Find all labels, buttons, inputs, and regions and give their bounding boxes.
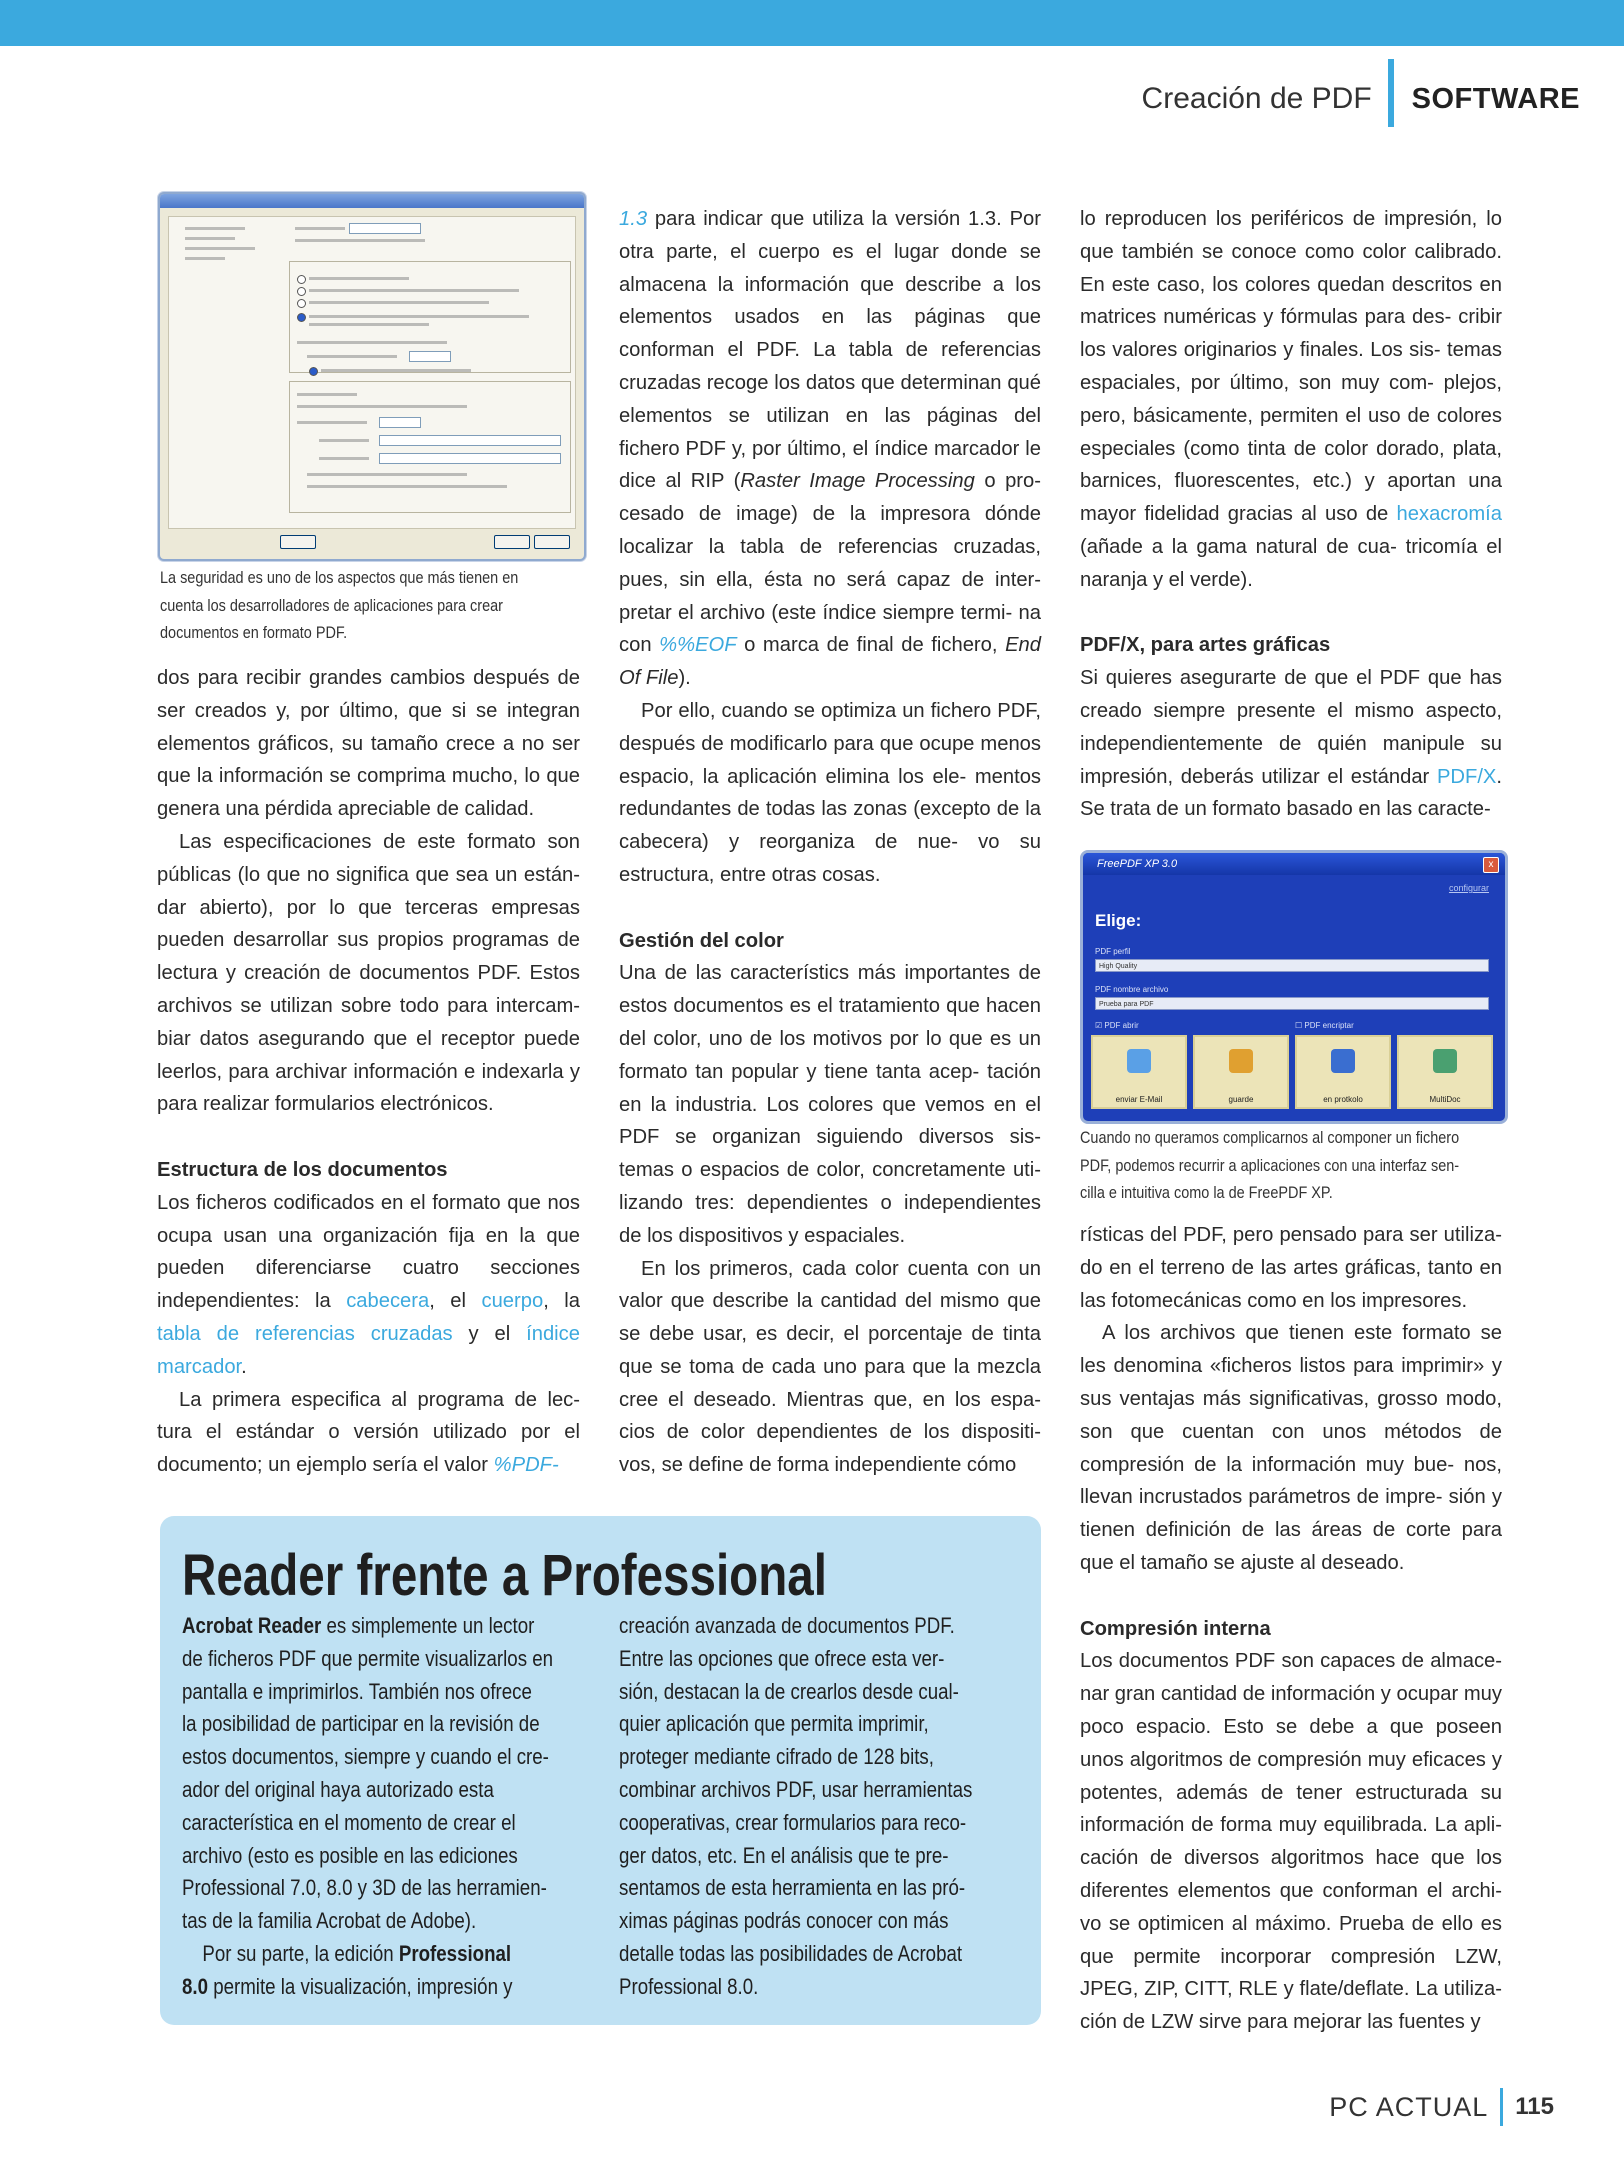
paragraph: A los archivos que tienen este formato se les denomina «ficheros listos para imprimir» y sus ventajas más significativas, grosso modo, son que cuentan con unos métodos de compresión de la información muy bue- nos, llevan incrustados parámetros de impre- sión y tienen definición de las áreas de corte para que el tamaño se ajuste al deseado. [1080, 1322, 1503, 1574]
save-tile: guarde [1193, 1035, 1289, 1109]
link-eof[interactable]: %%EOF [659, 634, 737, 657]
sidebar-box [160, 1516, 1041, 2025]
column-3-top [1080, 203, 1502, 826]
email-icon [1127, 1049, 1151, 1073]
freepdf-screenshot: FreePDF XP 3.0 x configurar Elige: PDF perfil High Quality PDF nombre archivo Prueba para PDF ☑ PDF abrir ☐ PDF encriptar enviar E-Mail guarde en protkolo MultiDoc [1080, 850, 1508, 1124]
paragraph: Si quieres asegurarte de que el PDF que has creado siempre presente el mismo aspecto, independientemente de quién manipule su impresión, deberás utilizar el estándar PDF/X. Se trata de un formato basado en las caracte- [1080, 667, 1502, 821]
page-footer [1329, 2088, 1554, 2126]
paragraph: rísticas del PDF, pero pensado para ser utiliza- do en el terreno de las artes gráficas, tanto en las fotomecánicas como en los impresores. [1080, 1224, 1502, 1312]
link-indice[interactable]: índice [526, 1322, 580, 1345]
paragraph: 1.3 para indicar que utiliza la versión 1.3. Por otra parte, el cuerpo es el lugar donde se almacena la información que describe a los elementos usados en las páginas que conforman el PDF. La tabla de referencias cruzadas recoge los datos que determinan qué elementos se utilizan en las páginas del fichero PDF y, por último, el índice marcador le dice al RIP (Raster Image Processing o pro- cesado de image) de la impresora dónde localizar la tabla de referencias cruzadas, pues, sin ella, ésta no será capaz de inter- pretar el archivo (este índice siempre termi- na con %%EOF o marca de final de fichero, End Of File). [619, 208, 1042, 690]
multidoc-tile: MultiDoc [1397, 1035, 1493, 1109]
multidoc-icon [1433, 1049, 1457, 1073]
heading-color: Gestión del color [619, 929, 784, 952]
figure1-caption: La seguridad es uno de los aspectos que más tienen en cuenta los desarrolladores de aplicaciones para crear documentos en formato PDF. [160, 568, 519, 642]
column-2 [619, 203, 1041, 1482]
profile-select: High Quality [1095, 959, 1489, 972]
column-3-bottom [1080, 1219, 1502, 2039]
heading-pdfx: PDF/X, para artes gráficas [1080, 634, 1331, 657]
page-header [1142, 74, 1580, 124]
paragraph: dos para recibir grandes cambios después de ser creados y, por último, que si se integran elementos gráficos, su tamaño crece a no ser que la información se comprima mucho, lo que genera una pérdida apreciable de calidad. [157, 667, 580, 821]
link-cuerpo[interactable]: cuerpo [481, 1290, 544, 1313]
link-tabla-referencias[interactable]: tabla de referencias cruzadas [157, 1322, 453, 1345]
link-hexacromia[interactable]: hexacromía [1396, 503, 1503, 526]
paragraph: La primera especifica al programa de lec- tura el estándar o versión utilizado por el documento; un ejemplo sería el valor %PDF- [157, 1388, 580, 1477]
heading-estructura: Estructura de los documentos [157, 1158, 448, 1181]
section-title: Creación de PDF [1141, 82, 1372, 115]
sidebar-column-left: Acrobat Reader es simplemente un lector de ficheros PDF que permite visualizarlos en pantalla e imprimirlos. También nos ofrece la posibilidad de participar en la revisión de estos documentos, siempre y cuando el cre- ador del original haya autorizado esta característica en el momento de crear el archivo (esto es posible en las ediciones Professional 7.0, 8.0 y 3D de las herramien- tas de la familia Acrobat de Adobe). Por su parte, la edición Professional 8.0 permite la visualización, impresión y [182, 1613, 554, 1999]
link-cabecera[interactable]: cabecera [346, 1290, 430, 1313]
protocol-tile: en protkolo [1295, 1035, 1391, 1109]
paragraph: Por ello, cuando se optimiza un fichero PDF, después de modificarlo para que ocupe menos espacio, la aplicación elimina los ele- mentos redundantes de todas las zonas (excepto de la cabecera) y reorganiza de nue- vo su estructura, entre otras cosas. [619, 699, 1042, 886]
email-tile: enviar E-Mail [1091, 1035, 1187, 1109]
page-number: 115 [1515, 2093, 1554, 2120]
figure2-caption: Cuando no queramos complicarnos al componer un fichero PDF, podemos recurrir a aplicaciones con una interfaz sen- cilla e intuitiva como la de FreePDF XP. [1080, 1128, 1460, 1202]
security-dialog-screenshot [158, 192, 586, 561]
link-pdf-version[interactable]: %PDF- [493, 1454, 559, 1477]
paragraph: En los primeros, cada color cuenta con un valor que describe la cantidad del mismo que se debe usar, es decir, el porcentaje de tinta que se toma de cada uno para que la mezcla cree el deseado. Mientras que, en los espa- cios de color dependientes de los dispositi- vos, se define de forma independiente cómo [619, 1257, 1041, 1477]
paragraph: Los ficheros codificados en el formato que nos ocupa usan una organización fija en la que pueden diferenciarse cuatro secciones independientes: la cabecera, el cuerpo, la tabla de referencias cruzadas y el índice marcador. [157, 1191, 581, 1378]
freepdf-titlebar: FreePDF XP 3.0 [1083, 853, 1505, 875]
paragraph: lo reproducen los periféricos de impresión, lo que también se conoce como color calibrado. En este caso, los colores quedan descritos en matrices numéricas y fórmulas para des- cribir los valores originarios y finales. Los sis- temas espaciales, por último, son muy com- plejos, pero, básicamente, permiten el uso de colores especiales (como tinta de color dorado, plata, barnices, fluorescentes, etc.) y aportan una mayor fidelidad gracias al uso de hexacromía (añade a la gama natural de cua- tricomía el naranja y el verde). [1080, 208, 1503, 591]
link-version-13[interactable]: 1.3 [619, 208, 648, 230]
column-1 [157, 662, 580, 1482]
encrypt-checkbox: ☐ PDF encriptar [1295, 1021, 1354, 1030]
top-color-bar [0, 0, 1624, 46]
document-icon [1331, 1049, 1355, 1073]
sidebar-title: Reader frente a Professional [182, 1543, 827, 1608]
close-icon: x [1483, 857, 1499, 873]
link-pdfx[interactable]: PDF/X [1436, 765, 1497, 788]
heading-compresion: Compresión interna [1080, 1617, 1271, 1640]
freepdf-heading: Elige: [1095, 911, 1142, 930]
footer-divider [1500, 2088, 1503, 2126]
magazine-name: PC ACTUAL [1329, 2091, 1489, 2122]
sidebar-column-right: creación avanzada de documentos PDF. Entre las opciones que ofrece esta ver- sión, destacan la de crearlos desde cual- quier aplicación que permita imprimir, proteger mediante cifrado de 128 bits, combinar archivos PDF, usar herramientas cooperativas, crear formularios para reco- ger datos, etc. En el análisis que te pre- sentamos de esta herramienta en las pró- ximas páginas podrás conocer con más detalle todas las posibilidades de Acrobat Professional 8.0. [619, 1613, 973, 1999]
configure-link: configurar [1448, 883, 1489, 893]
category-title: SOFTWARE [1411, 82, 1580, 115]
header-divider [1388, 59, 1394, 127]
link-marcador[interactable]: marcador [157, 1355, 242, 1378]
filename-input: Prueba para PDF [1095, 997, 1489, 1010]
paragraph: Una de las característics más importantes de estos documentos es el tratamiento que hacen del color, uno de los motivos por lo que es un formato tan popular y tiene tanta acep- tación en la industria. Los colores que vemos en el PDF se organizan siguiendo diversos sis- temas o espacios de color, concretamente uti- lizando tres: dependientes o independientes de los dispositivos y espaciales. [619, 962, 1042, 1247]
paragraph: Los documentos PDF son capaces de almace- nar gran cantidad de información y ocupar muy poco espacio. Esto se debe a que poseen unos algoritmos de compresión muy eficaces y potentes, además de tener estructurada su información de forma muy equilibrada. La apli- cación de diversos algoritmos hace que los diferentes elementos que conforman el archi- vo se optimicen al máximo. Prueba de ello es que permite incorporar compresión LZW, JPEG, ZIP, CITT, RLE y flate/deflate. La utiliza- ción de LZW sirve para mejorar las fuentes y [1080, 1650, 1503, 2034]
paragraph: Las especificaciones de este formato son públicas (lo que no significa que sea un están- dar abierto), por lo que terceras empresas pueden desarrollar sus propios programas de lectura y creación de documentos PDF. Estos archivos se utilizan sobre todo para intercam- biar datos asegurando que el receptor puede leerlos, para archivar información e indexarla y para realizar formularios electrónicos. [157, 830, 580, 1116]
save-icon [1229, 1049, 1253, 1073]
open-checkbox: ☑ PDF abrir [1095, 1021, 1139, 1030]
